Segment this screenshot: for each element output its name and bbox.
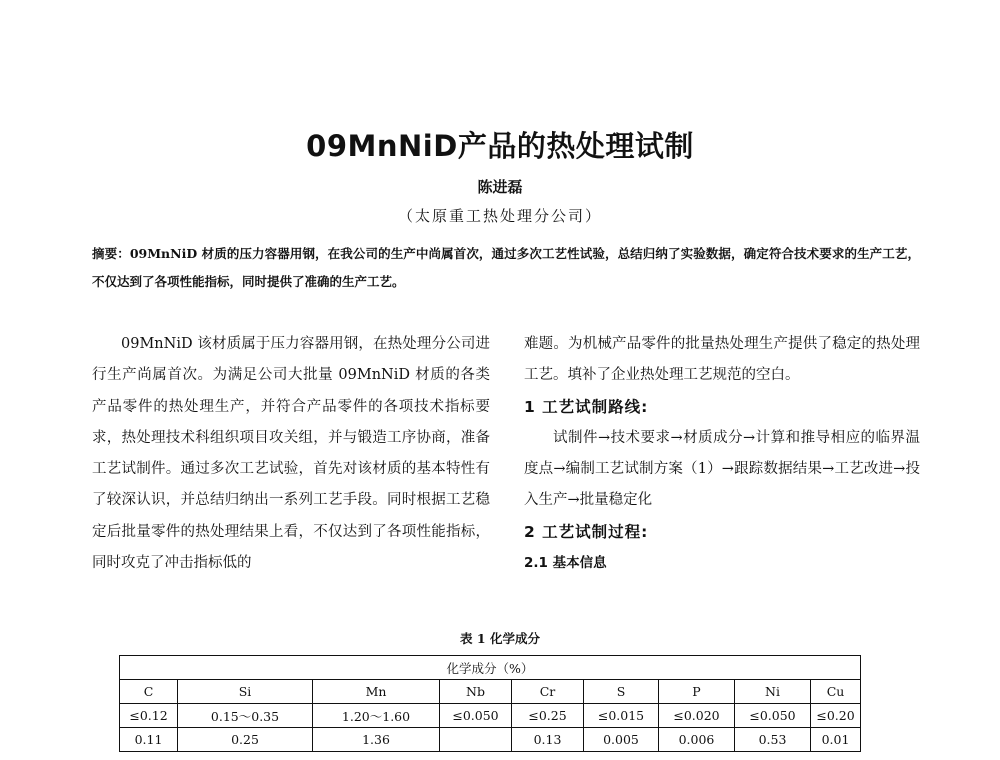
table-header-row [120, 680, 861, 704]
column-header: Ni [735, 680, 811, 704]
right-column [524, 329, 920, 579]
table-caption: 表 1 化学成分 [460, 631, 540, 646]
column-header: Mn [313, 680, 440, 704]
abstract-text: 09MnNiD 材质的压力容器用钢，在我公司的生产中尚属首次，通过多次工艺性试验，总结归纳了实验数据，确定符合技术要求的生产工艺，不仅达到了各项性能指标，同时提供了准确的生产工艺。 [92, 246, 920, 289]
table-cell: 0.11 [120, 728, 178, 752]
table-group-header: 化学成分（%） [120, 656, 861, 680]
table-row [120, 728, 861, 752]
table-cell: ≤0.12 [120, 704, 178, 728]
column-header: C [120, 680, 178, 704]
column-header: Cu [811, 680, 861, 704]
table-row [120, 704, 861, 728]
table-cell: 0.01 [811, 728, 861, 752]
table-cell: 0.15～0.35 [178, 704, 313, 728]
left-column [92, 329, 490, 579]
column-header: Si [178, 680, 313, 704]
chemical-composition-table [119, 655, 861, 752]
table-cell: ≤0.015 [584, 704, 659, 728]
table-cell: ≤0.25 [512, 704, 584, 728]
column-header: S [584, 680, 659, 704]
intro-paragraph: 09MnNiD 该材质属于压力容器用钢，在热处理分公司进行生产尚属首次。为满足公司大批量 09MnNiD 材质的各类产品零件的热处理生产，并符合产品零件的各项技术指标要求，热处理技术科组织项目攻关组，并与锻造工序协商，准备工艺试制件。通过多次工艺试验，首先对该材质的基本特性有了较深认识，并总结归纳出一系列工艺手段。同时根据工艺稳定后批量零件的热处理结果上看，不仅达到了各项性能指标，同时攻克了冲击指标低的 [92, 336, 490, 572]
abstract [92, 240, 920, 296]
paper-title: 09MnNiD产品的热处理试制 [306, 129, 694, 163]
column-header: Nb [440, 680, 512, 704]
table-cell: ≤0.050 [735, 704, 811, 728]
table-cell: 0.13 [512, 728, 584, 752]
abstract-label: 摘要： [92, 246, 130, 261]
table-cell: ≤0.050 [440, 704, 512, 728]
table-cell: ≤0.20 [811, 704, 861, 728]
table-cell: 0.006 [659, 728, 735, 752]
section-2-1-heading: 2.1 基本信息 [524, 555, 607, 572]
author-affiliation: （太原重工热处理分公司） [397, 207, 602, 225]
table-cell: ≤0.020 [659, 704, 735, 728]
section-2-heading: 2 工艺试制过程: [524, 522, 649, 541]
table-cell: 0.25 [178, 728, 313, 752]
table-cell: 1.36 [313, 728, 440, 752]
table-cell: 0.005 [584, 728, 659, 752]
table-cell: 1.20～1.60 [313, 704, 440, 728]
table-group-header-row [120, 656, 861, 680]
table-cell [440, 728, 512, 752]
section-1-heading: 1 工艺试制路线: [524, 397, 649, 416]
column-header: Cr [512, 680, 584, 704]
intro-paragraph-continuation: 难题。为机械产品零件的批量热处理生产提供了稳定的热处理工艺。填补了企业热处理工艺规范的空白。 [524, 336, 920, 384]
author-name: 陈进磊 [477, 178, 523, 196]
table-cell: 0.53 [735, 728, 811, 752]
section-1-text: 试制件→技术要求→材质成分→计算和推导相应的临界温度点→编制工艺试制方案（1）→跟踪数据结果→工艺改进→投入生产→批量稳定化 [524, 429, 920, 509]
column-header: P [659, 680, 735, 704]
